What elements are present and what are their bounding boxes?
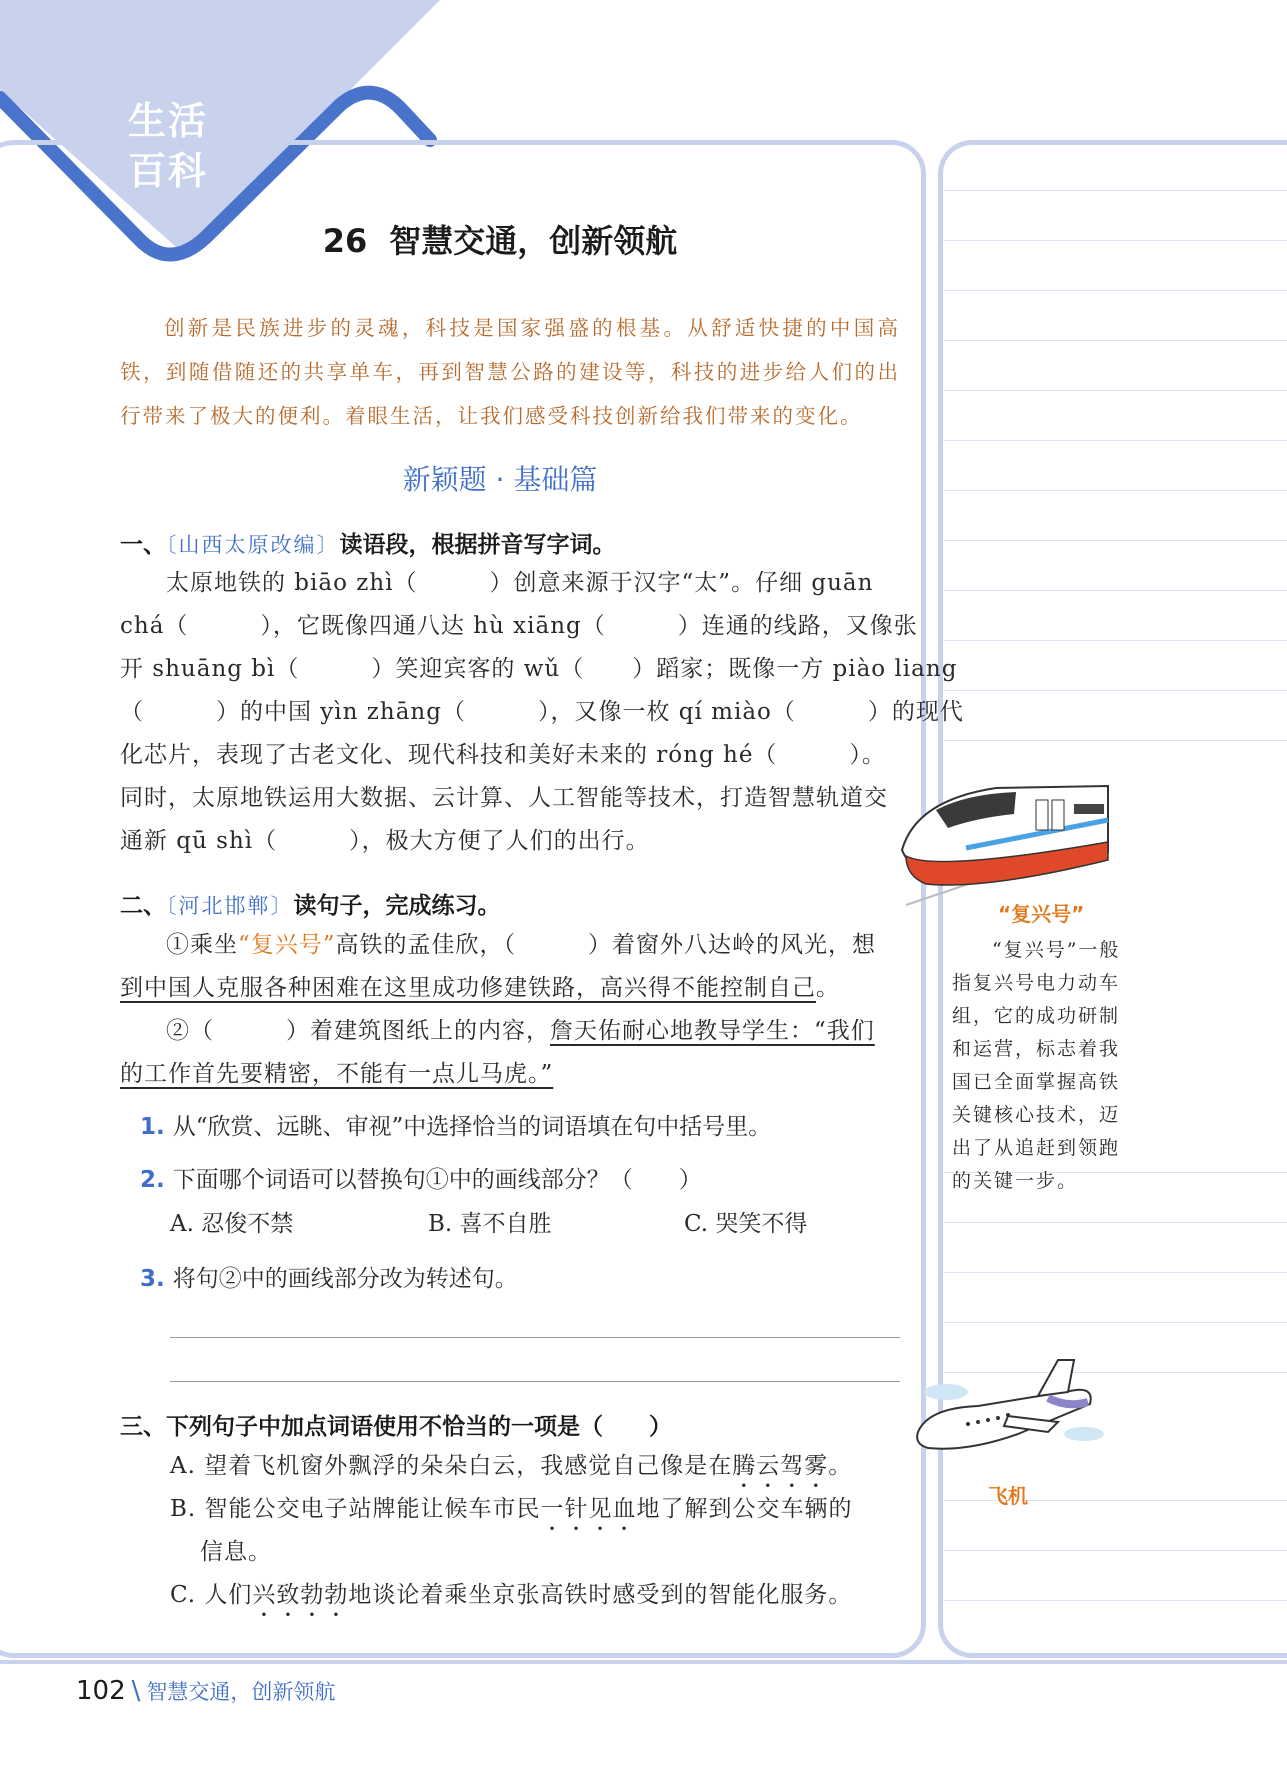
side-rule [943,540,1287,541]
side-rule [943,290,1287,291]
q1-prefix: 一、 [120,532,166,558]
train-desc-line: 出了从追赶到领跑 [952,1137,1121,1159]
q2-heading [120,887,501,920]
q2-sub1 [140,1106,771,1149]
q2-s1-part: 高铁的孟佳欣，（ ）着窗外八达岭的风光， [335,932,853,958]
side-rule [943,1600,1287,1601]
fuxing-highlight: “复兴号” [238,932,336,958]
q1-line: 通新 qū shì（ ），极大方便了人们的出行。 [120,828,650,854]
q2-sub1-number: 1. [140,1114,165,1140]
q3-b-dotted: 一针见血 [540,1496,637,1522]
q2-s2-part: ②（ ）着建筑图纸上的内容， [166,1018,550,1044]
q1-line: （ ）的中国 yìn zhāng（ ），又像一枚 qí miào（ ）的现代 [120,699,964,725]
q2-tag: 〔河北邯郸〕 [166,894,294,918]
q3-option-c[interactable] [170,1574,910,1617]
q1-line: 同时，太原地铁运用大数据、云计算、人工智能等技术，打造智慧轨道交 [120,785,888,811]
side-rule [943,1272,1287,1273]
q2-sub3-number: 3. [140,1266,165,1292]
train-desc-line: 组，它的成功研制 [952,1005,1121,1027]
side-rule [943,740,1287,741]
section-tag-line2: 百科 [128,149,209,193]
footer-title: 智慧交通，创新领航 [146,1680,336,1704]
train-desc-line: 国已全面掌握高铁 [952,1071,1121,1093]
side-rule [943,690,1287,691]
q1-passage [120,562,964,863]
train-desc-line: 和运营，标志着我 [952,1038,1121,1060]
intro-text: 创新是民族进步的灵魂，科技是国家强盛的根基。从舒适快捷的中国高铁，到随借随还的共享单车，再到智慧公路的建设等，科技的进步给人们的出行带来了极大的便利。着眼生活，让我们感受科技创新给我们带来的变化。 [120,316,900,428]
option-a[interactable]: A. 忍俊不禁 [170,1211,294,1237]
q2-s2-underlined: 的工作首先要精密，不能有一点儿马虎。” [120,1061,554,1087]
page-footer [76,1676,335,1706]
q3-heading [120,1408,672,1441]
q2-sentence1-line1 [120,924,900,967]
q2-sub3-text: 将句②中的画线部分改为转述句。 [172,1266,518,1292]
plane-caption: 飞机 [988,1484,1028,1508]
q1-tag: 〔山西太原改编〕 [166,533,340,557]
q3-title: 下列句子中加点词语使用不恰当的一项是（ ） [166,1414,672,1440]
q2-title: 读句子，完成练习。 [293,893,501,919]
q3-a-dotted: 腾云驾雾 [732,1453,829,1479]
q1-title: 读语段，根据拼音写字词。 [339,532,616,558]
q3-a-text: A. 望着飞机窗外飘浮的朵朵白云，我感觉自己像是在 [170,1453,733,1479]
train-desc-line: 关键核心技术，迈 [952,1104,1121,1126]
train-illustration [896,780,1116,910]
section-tag-line1: 生活 [128,99,209,143]
q3-b-text: B. 智能公交电子站牌能让候车市民 [170,1496,541,1522]
side-rule [943,1550,1287,1551]
q2-sub2-number: 2. [140,1167,165,1193]
q2-s1-underlined: 到中国人克服各种困难在这里成功修建铁路，高兴得不能控制自己 [120,975,816,1001]
intro-paragraph [120,306,900,438]
option-c[interactable]: C. 哭笑不得 [684,1211,808,1237]
q2-sentence2-line1 [120,1010,900,1053]
q1-line: 化芯片，表现了古老文化、现代科技和美好未来的 róng hé（ ）。 [120,742,886,768]
q3-c-text2: 地谈论着乘坐京张高铁时感受到的智能化服务。 [348,1582,853,1608]
q2-sentence1-line2 [120,967,900,1010]
q3-c-text: C. 人们 [170,1582,253,1608]
chapter-title-text: 智慧交通，创新领航 [389,222,678,260]
side-rule [943,440,1287,441]
side-rule [943,390,1287,391]
q3-option-b[interactable] [170,1488,910,1531]
side-rule [943,640,1287,641]
q1-line: chá（ ），它既像四通八达 hù xiāng（ ）连通的线路，又像张 [120,613,918,639]
footer-separator: \ [131,1676,141,1706]
q3-c-dotted: 兴致勃勃 [252,1582,349,1608]
q3-option-a[interactable] [170,1445,910,1488]
q3-prefix: 三、 [120,1414,166,1440]
q2-sentence2-line2 [120,1053,900,1096]
side-rule [943,1322,1287,1323]
q2-s1-part: ①乘坐 [166,932,238,958]
train-description [952,934,1152,1198]
train-desc-line: 指复兴号电力动车 [952,972,1121,994]
q2-s2-underlined: 詹天佑耐心地教导学生：“我们 [550,1018,875,1044]
option-b[interactable]: B. 喜不自胜 [428,1211,552,1237]
q2-sub2 [140,1159,702,1202]
side-rule [943,340,1287,341]
q2-sub3 [140,1258,518,1301]
q3-a-end: 。 [828,1453,853,1479]
side-rule [943,1222,1287,1223]
page-number: 102 [76,1676,126,1706]
q1-line: 太原地铁的 biāo zhì（ ）创意来源于汉字“太”。仔细 guān [166,570,874,596]
q2-sub1-text: 从“欣赏、远眺、审视”中选择恰当的词语填在句中括号里。 [172,1114,772,1140]
chapter-title [0,216,1000,262]
q2-prefix: 二、 [120,893,166,919]
q3-options [170,1445,910,1617]
side-rule [943,590,1287,591]
train-desc-line: 的关键一步。 [952,1170,1079,1192]
train-desc-line: “复兴号”一般 [992,939,1121,961]
side-rule [943,190,1287,191]
q1-line: 开 shuāng bì（ ）笑迎宾客的 wǔ（ ）蹈家；既像一方 piào liang [120,656,958,682]
q3-b-text2: 地了解到公交车辆的 [636,1496,853,1522]
sub-heading: 新颖题 · 基础篇 [402,463,598,496]
q2-s1-end: 。 [816,975,840,1001]
plane-illustration [908,1352,1108,1472]
train-caption: “复兴号” [998,902,1085,926]
q2-s1-part: 想 [852,932,877,958]
answer-line[interactable] [170,1381,900,1382]
q3-option-b-line2: 信息。 [200,1539,272,1565]
chapter-number: 26 [322,222,368,260]
q2-passage [120,924,900,1096]
q1-heading [120,526,616,559]
bottom-rule [0,1660,1287,1664]
q2-sub2-text: 下面哪个词语可以替换句①中的画线部分？（ ） [172,1167,702,1193]
answer-line[interactable] [170,1337,900,1338]
